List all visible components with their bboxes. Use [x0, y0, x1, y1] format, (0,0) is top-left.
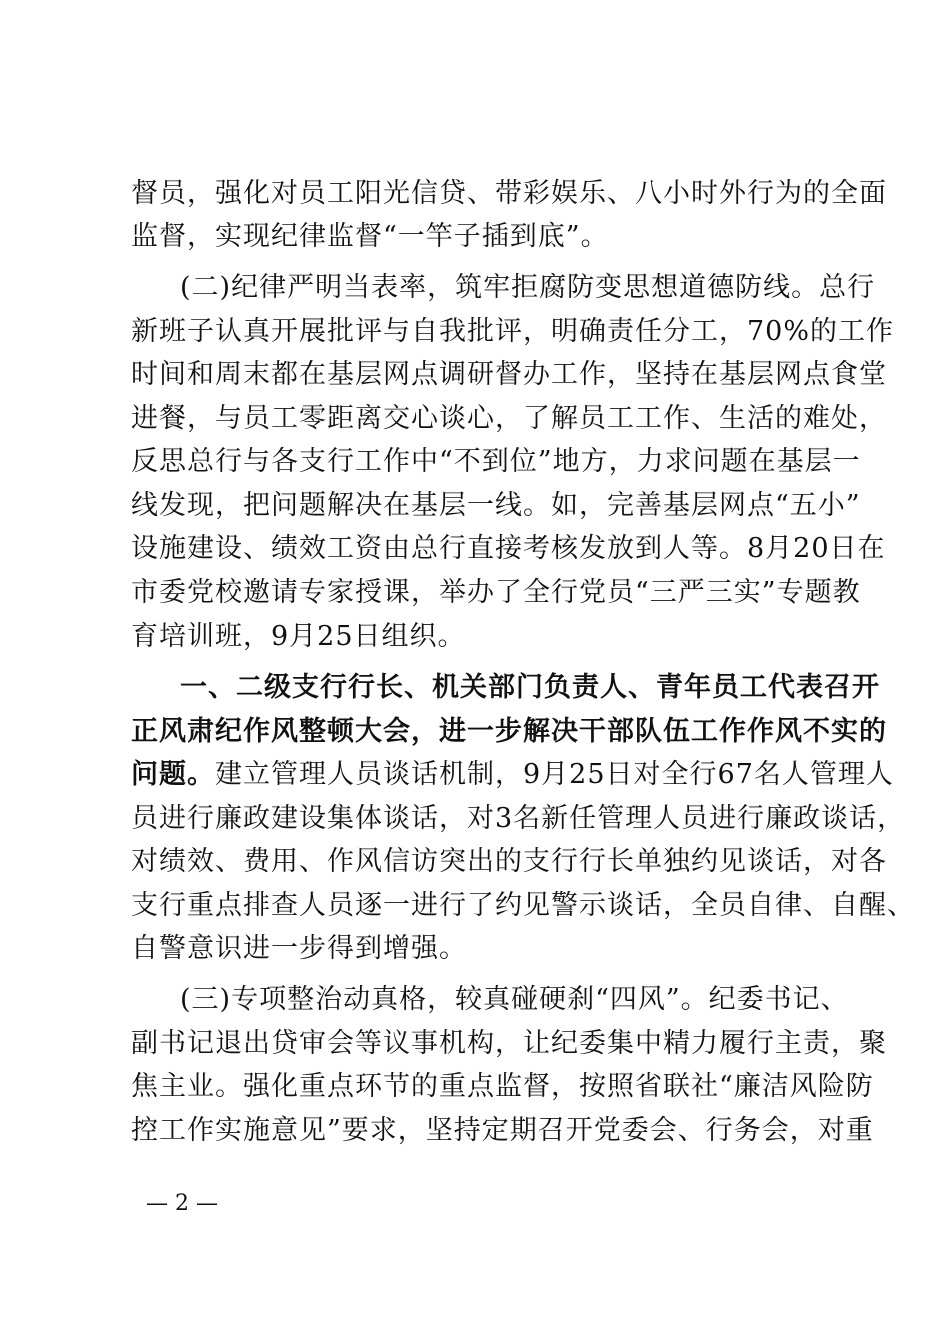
- text-line-10: 市委党校邀请专家授课，举办了全行党员“三严三实”专题教: [131, 577, 861, 608]
- text-line-15: 员进行廉政建设集体谈话，对3名新任管理人员进行廉政谈话，: [131, 803, 906, 834]
- section-heading-2: (二)纪律严明当表率，筑牢拒腐防变思想道德防线。总行: [180, 272, 876, 303]
- text-line-8: 线发现，把问题解决在基层一线。如，完善基层网点“五小”: [131, 490, 861, 521]
- text-line-14: [131, 753, 894, 797]
- text-line-9: 设施建设、绩效工资由总行直接考核发放到人等。8月20日在: [131, 533, 886, 564]
- text-line-4: 新班子认真开展批评与自我批评，明确责任分工，70%的工作: [131, 316, 895, 347]
- page-number: — 2 —: [146, 1191, 218, 1216]
- text-line-11: 育培训班，9月25日组织。: [131, 621, 466, 652]
- text-line-18: 自警意识进一步得到增强。: [131, 933, 467, 964]
- text-line-6: 进餐，与员工零距离交心谈心，了解员工工作、生活的难处，: [131, 403, 887, 434]
- bold-heading-line-1: 一、二级支行行长、机关部门负责人、青年员工代表召开: [180, 672, 880, 703]
- text-line-20: 副书记退出贷审会等议事机构，让纪委集中精力履行主责，聚: [131, 1028, 887, 1059]
- bold-heading-line-3: 问题。: [131, 759, 215, 790]
- text-line-16: 对绩效、费用、作风信访突出的支行行长单独约见谈话，对各: [131, 846, 887, 877]
- text-line-5: 时间和周末都在基层网点调研督办工作，坚持在基层网点食堂: [131, 359, 887, 390]
- bold-heading-line-2: 正风肃纪作风整顿大会，进一步解决干部队伍工作作风不实的: [131, 716, 887, 747]
- text-line-21: 焦主业。强化重点环节的重点监督，按照省联社“廉洁风险防: [131, 1071, 874, 1102]
- text-line-22: 控工作实施意见”要求，坚持定期召开党委会、行务会，对重: [131, 1115, 874, 1146]
- text-line-14-body: 建立管理人员谈话机制，9月25日对全行67名人管理人: [215, 759, 894, 790]
- text-line-7: 反思总行与各支行工作中“不到位”地方，力求问题在基层一: [131, 446, 861, 477]
- text-line-1: 督员，强化对员工阳光信贷、带彩娱乐、八小时外行为的全面: [131, 178, 887, 209]
- section-heading-3: (三)专项整治动真格，较真碰硬刹“四风”。纪委书记、: [180, 984, 849, 1015]
- text-line-2: 监督，实现纪律监督“一竿子插到底”。: [131, 221, 609, 252]
- text-line-17: 支行重点排查人员逐一进行了约见警示谈话，全员自律、自醒、: [131, 890, 915, 921]
